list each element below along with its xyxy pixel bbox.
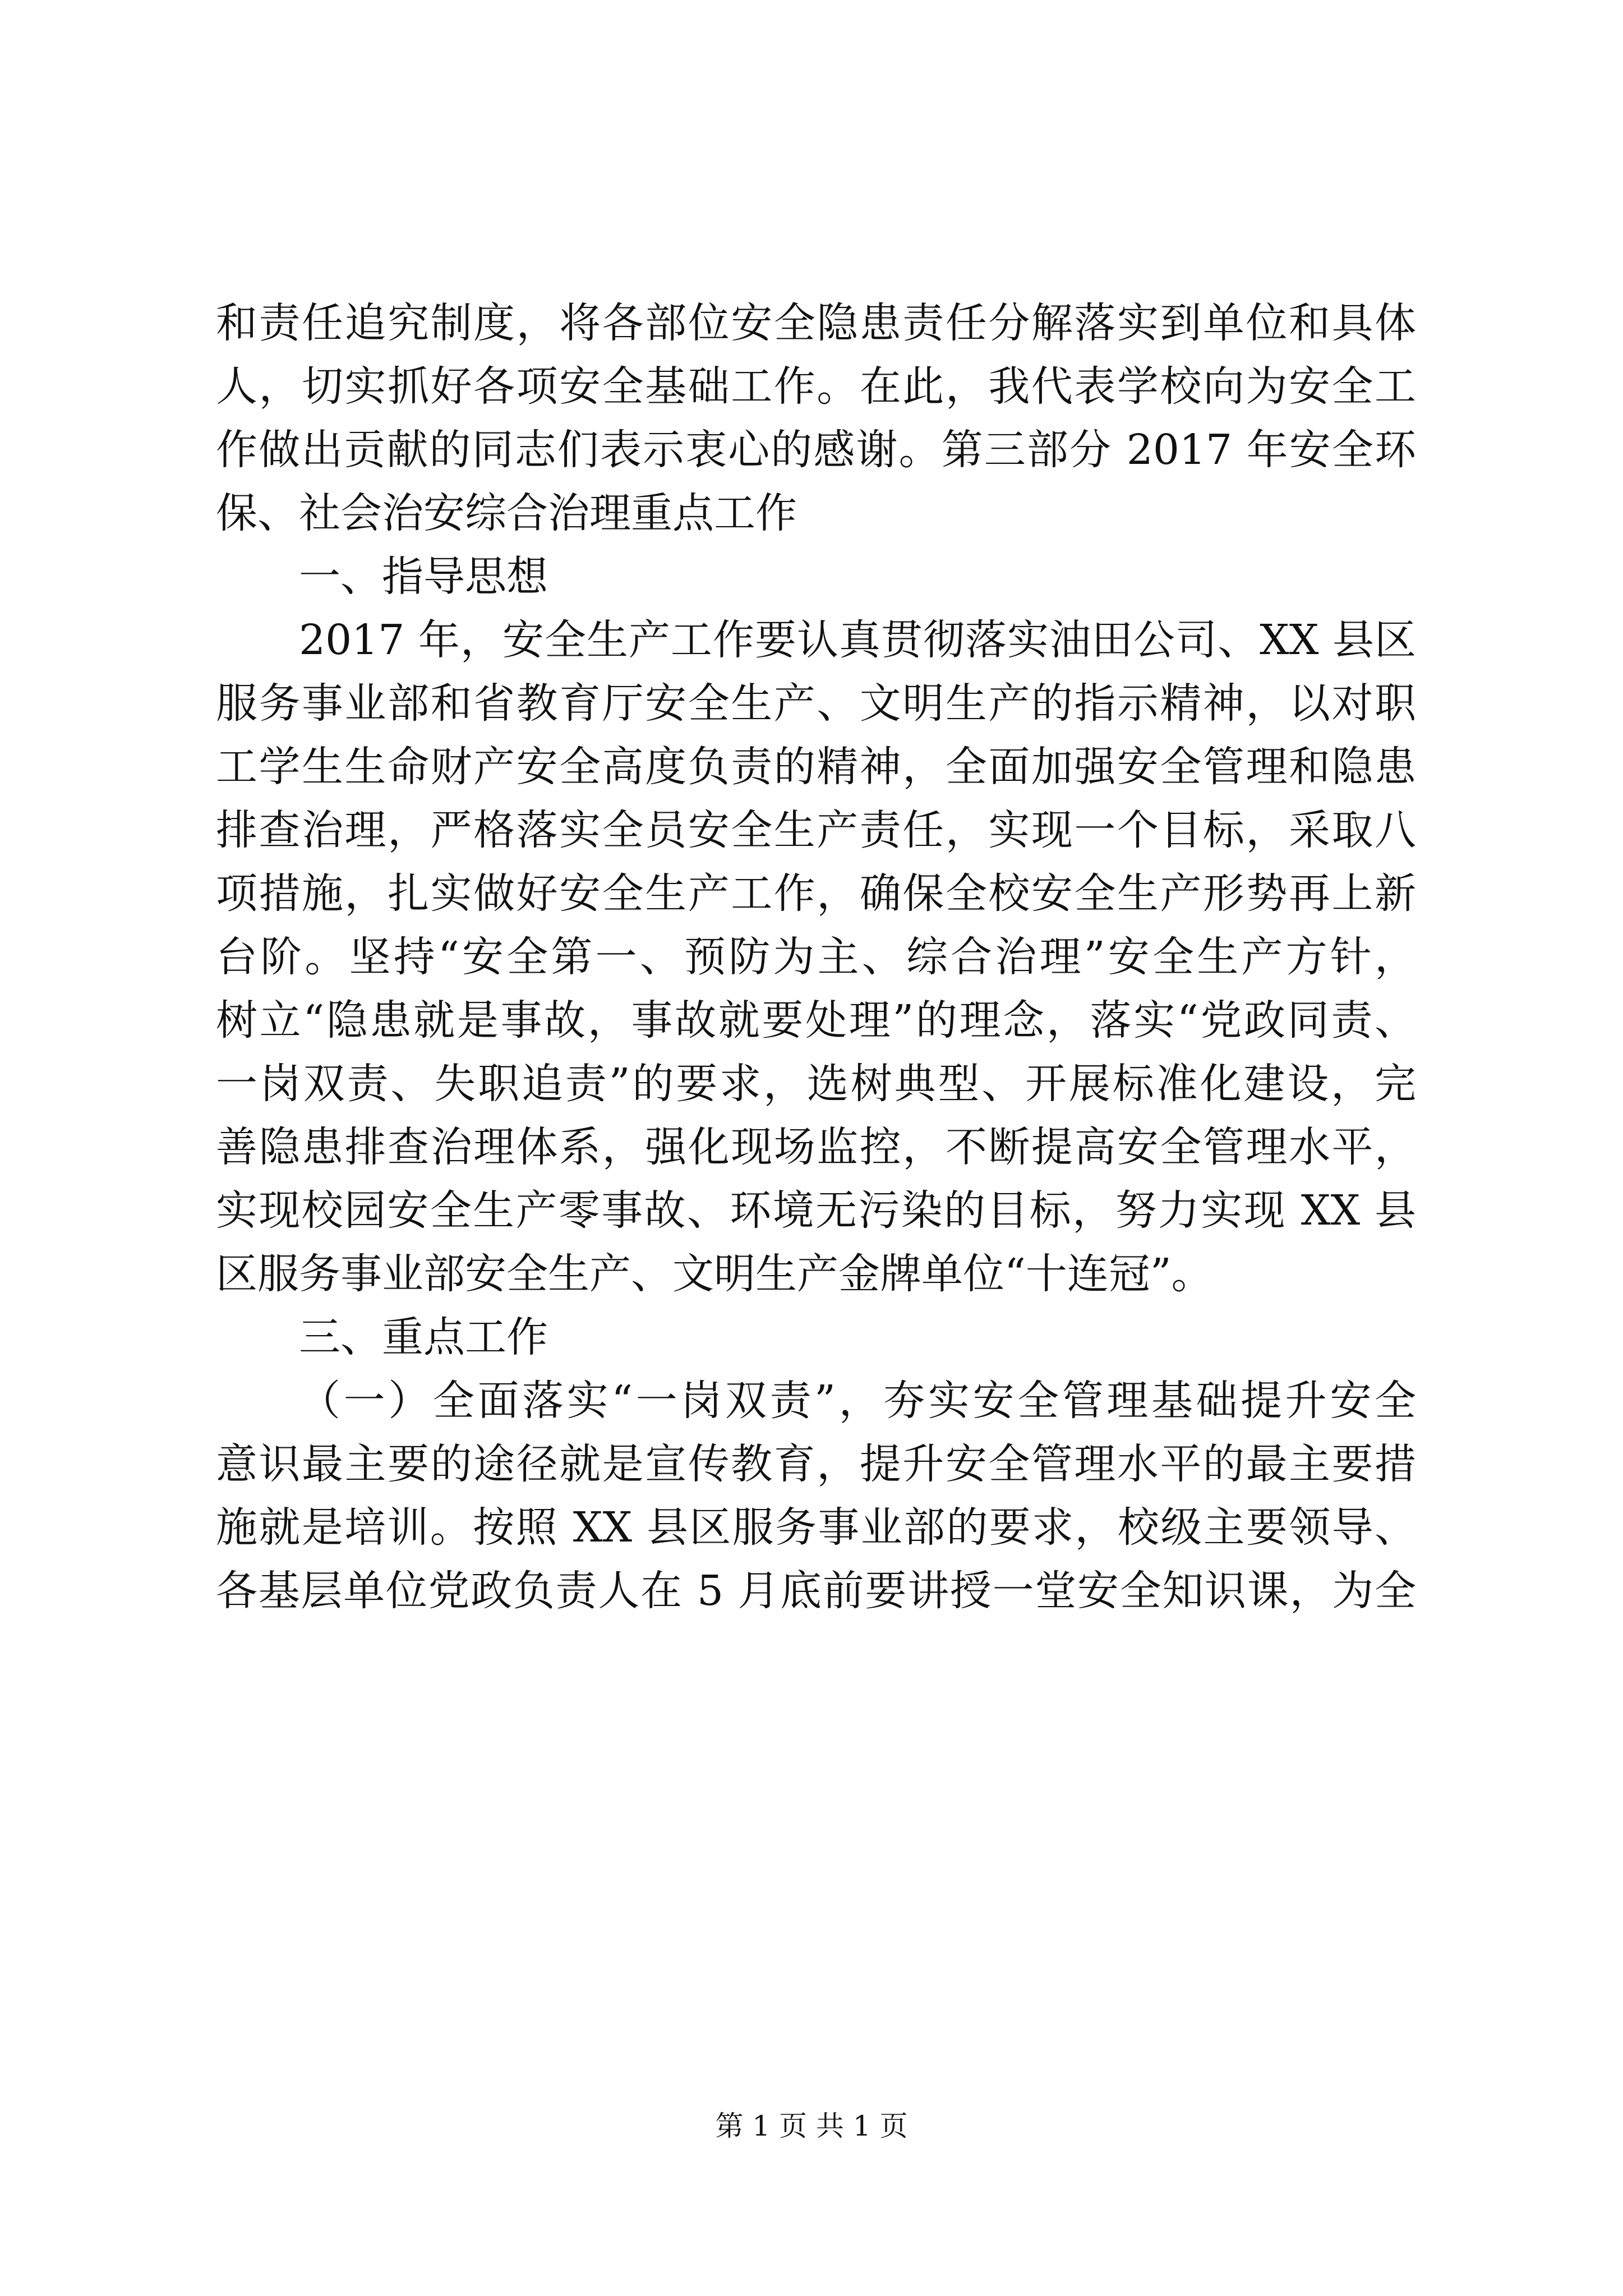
text-line: （一）全面落实“一岗双责”，夯实安全管理基础提升安全 bbox=[299, 1377, 1416, 1425]
text-line: 服务事业部和省教育厅安全生产、文明生产的指示精神，以对职 bbox=[216, 679, 1416, 728]
text-line: 树立“隐患就是事故，事故就要处理”的理念，落实“党政同责、 bbox=[216, 996, 1416, 1045]
text-line: 人，切实抓好各项安全基础工作。在此，我代表学校向为安全工 bbox=[216, 362, 1416, 411]
text-line: 和责任追究制度，将各部位安全隐患责任分解落实到单位和具体 bbox=[216, 299, 1416, 347]
heading-text: 三、重点工作 bbox=[299, 1313, 548, 1361]
text-line: 排查治理，严格落实全员安全生产责任，实现一个目标，采取八 bbox=[216, 806, 1416, 854]
text-line: 区服务事业部安全生产、文明生产金牌单位“十连冠”。 bbox=[216, 1250, 1213, 1298]
heading-text: 一、指导思想 bbox=[299, 553, 548, 601]
text-line: 一岗双责、失职追责”的要求，选树典型、开展标准化建设，完 bbox=[216, 1060, 1416, 1108]
page-footer bbox=[0, 2106, 1623, 2146]
text-line: 项措施，扎实做好安全生产工作，确保全校安全生产形势再上新 bbox=[216, 869, 1416, 918]
section-heading bbox=[216, 1306, 1416, 1369]
page-number: 第 1 页 共 1 页 bbox=[715, 2110, 908, 2142]
text-line: 保、社会治安综合治理重点工作 bbox=[216, 489, 797, 537]
text-line: 2017 年，安全生产工作要认真贯彻落实油田公司、XX 县区 bbox=[299, 616, 1416, 664]
paragraph bbox=[216, 292, 1416, 545]
document-body bbox=[216, 292, 1416, 1623]
text-line: 意识最主要的途径就是宣传教育，提升安全管理水平的最主要措 bbox=[216, 1440, 1416, 1488]
text-line: 作做出贡献的同志们表示衷心的感谢。第三部分 2017 年安全环 bbox=[216, 426, 1416, 474]
text-line: 实现校园安全生产零事故、环境无污染的目标，努力实现 XX 县 bbox=[216, 1186, 1416, 1235]
text-line: 台阶。坚持“安全第一、预防为主、综合治理”安全生产方针， bbox=[216, 933, 1416, 981]
text-line: 善隐患排查治理体系，强化现场监控，不断提高安全管理水平， bbox=[216, 1123, 1416, 1171]
paragraph bbox=[216, 1369, 1416, 1623]
text-line: 各基层单位党政负责人在 5 月底前要讲授一堂安全知识课，为全 bbox=[216, 1567, 1416, 1615]
text-line: 施就是培训。按照 XX 县区服务事业部的要求，校级主要领导、 bbox=[216, 1503, 1416, 1552]
text-line: 工学生生命财产安全高度负责的精神，全面加强安全管理和隐患 bbox=[216, 743, 1416, 791]
paragraph bbox=[216, 609, 1416, 1306]
section-heading bbox=[216, 545, 1416, 609]
